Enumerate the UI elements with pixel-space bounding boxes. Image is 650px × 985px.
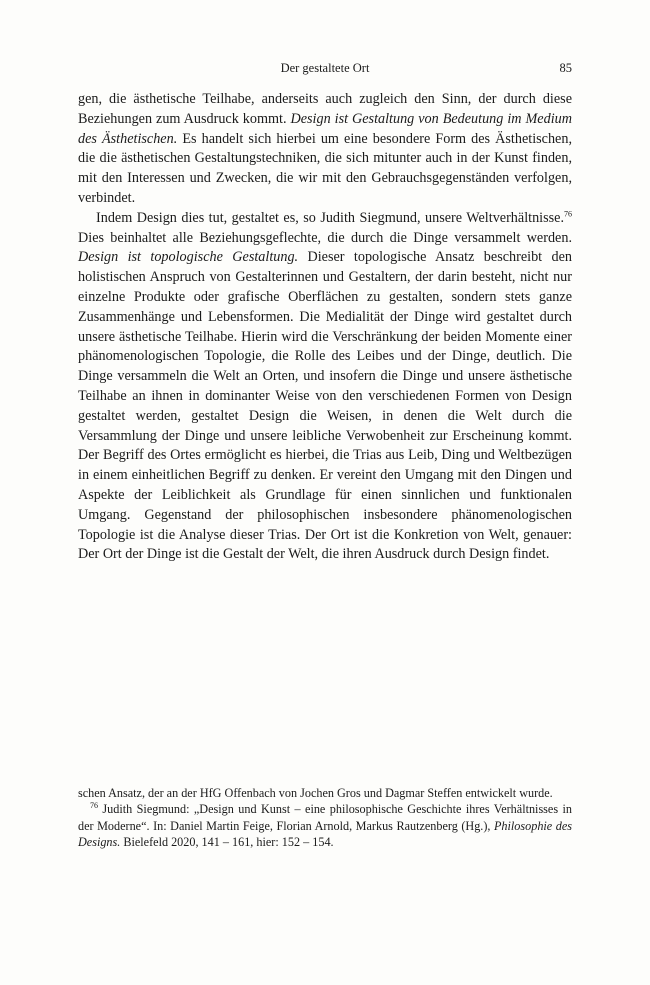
paragraph-2-text-a: Indem Design dies tut, gestaltet es, so Judith Siegmund, unsere Weltverhältnisse. xyxy=(96,209,564,226)
footnotes xyxy=(78,785,572,851)
footnote-continuation: schen Ansatz, der an der HfG Offenbach von Jochen Gros und Dagmar Steffen entwickelt wurde. xyxy=(78,786,553,800)
paragraph-1-text-a: gen, die ästhetische Teilhabe, anderseits auch zugleich den Sinn, der durch diese Beziehungen zum Ausdruck kommt. xyxy=(78,91,572,127)
paragraph-2-text-b: Dies beinhaltet alle Beziehungsgeflechte, die durch die Dinge versammelt werden. xyxy=(78,229,572,246)
paragraph-1 xyxy=(78,90,572,209)
paragraph-2-emphasis: Design ist topologische Gestaltung. xyxy=(78,249,299,266)
paragraph-1-emphasis: Design ist Gestaltung von Bedeutung im Medium des Ästhetischen. xyxy=(78,110,572,147)
paragraph-2 xyxy=(78,209,572,565)
footnote-76-text-a: Judith Siegmund: „Design und Kunst – eine philosophische Geschichte ihres Verhältnisses in der Moderne“. In: Daniel Martin Feige, Florian Arnold, Markus Rautzenberg (Hg.), xyxy=(78,802,572,833)
paragraph-1-text-c: Es handelt sich hierbei um eine besondere Form des Ästhetischen, die die ästhetischen Gestaltungstechniken, die sich mitunter auch in der Kunst finden, mit den Interessen und Zwecken, die wir mit den Gebrauchsgegenständen verfolgen, verbindet. xyxy=(78,130,572,206)
page-number: 85 xyxy=(559,61,572,75)
running-title: Der gestaltete Ort xyxy=(280,61,370,75)
page-header xyxy=(78,61,572,77)
footnote-76-book-title: Philosophie des Designs. xyxy=(78,818,572,850)
body-text xyxy=(78,90,572,565)
footnote-number: 76 xyxy=(90,801,98,811)
footnote-ref-76[interactable]: 76 xyxy=(564,209,572,219)
footnote-76 xyxy=(78,801,572,850)
footnote-76-text-c: Bielefeld 2020, 141 – 161, hier: 152 – 154. xyxy=(120,835,334,850)
paragraph-2-text-d: Dieser topologische Ansatz beschreibt den holistischen Anspruch von Gestalterinnen und Gestaltern, der darin besteht, nicht nur einzelne Produkte oder grafische Oberflächen zu gestalten, sondern stets ganze Zusammenhänge und Lebensformen. Die Medialität der Dinge wird gestaltet durch unsere ästhetische Teilhabe. Hierin wird die Verschränkung der beiden Momente einer phänomenologischen Topologie, die Rolle des Leibes und der Dinge, deutlich. Die Dinge versammeln die Welt an Orten, und insofern die Dinge und unsere ästhetische Teilhabe an ihnen in dominanter Weise von den verschiedenen Formen von Design gestaltet werden, gestaltet Design die Weisen, in denen die Welt durch die Versammlung der Dinge und unsere leibliche Verwobenheit zur Erscheinung kommt. Der Begriff des Ortes ermöglicht es hierbei, die Trias aus Leib, Ding und Weltbezügen in einem einheitlichen Begriff zu denken. Er vereint den Umgang mit den Dingen und Aspekte der Leiblichkeit als Grundlage für einen sinnlichen und funktionalen Umgang. Gegenstand der philosophischen insbesondere phänomenologischen Topologie ist die Analyse dieser Trias. Der Ort ist die Konkretion von Welt, genauer: Der Ort der Dinge ist die Gestalt der Welt, die ihren Ausdruck durch Design findet. xyxy=(78,249,572,563)
